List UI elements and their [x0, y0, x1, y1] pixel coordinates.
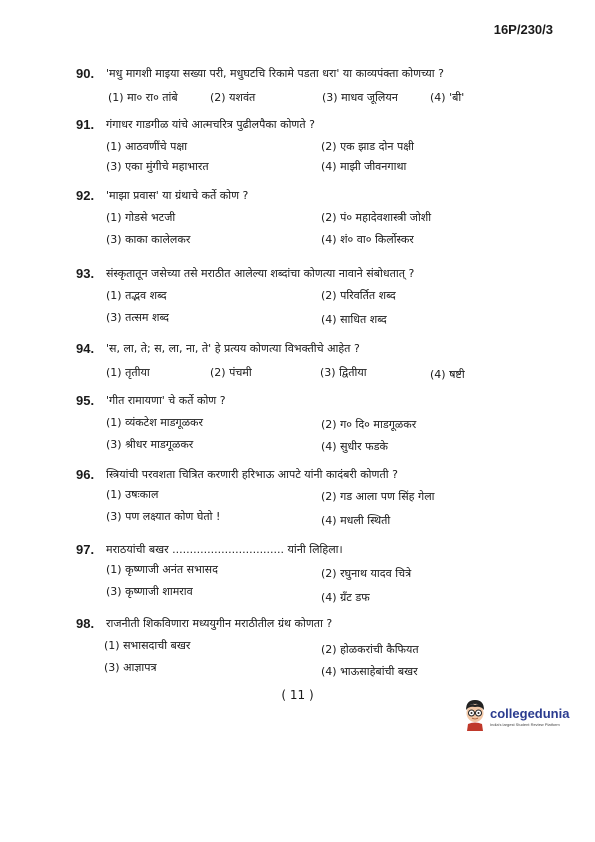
- option-1: (1) गोडसे भटजी: [106, 211, 176, 224]
- option-3: (3) काका कालेलकर: [106, 233, 191, 246]
- option-1: (1) आठवणींचे पक्षा: [106, 140, 188, 153]
- option-3: (3) श्रीधर माडगूळकर: [106, 438, 194, 451]
- question-text: 'गीत रामायणा' चे कर्ते कोण ?: [106, 394, 226, 407]
- question-number: 98.: [76, 616, 95, 631]
- option-4: (4) मधली स्थिती: [321, 514, 391, 527]
- question-text: 'माझा प्रवास' या ग्रंथाचे कर्ते कोण ?: [106, 189, 249, 202]
- option-2: (2) यशवंत: [210, 91, 256, 104]
- question-text: गंगाधर गाडगीळ यांचे आत्मचरित्र पुढीलपैका कोणते ?: [106, 118, 315, 131]
- option-1: (1) सभासदाची बखर: [104, 639, 191, 652]
- option-4: (4) माझी जीवनगाथा: [321, 160, 407, 173]
- option-2: (2) पं० महादेवशास्त्री जोशी: [321, 211, 432, 224]
- question-text: मराठयांची बखर ................................ यांनी लिहिला।: [106, 543, 343, 556]
- question-text: संस्कृतातून जसेच्या तसे मराठीत आलेल्या शब्दांचा कोणत्या नावाने संबोधतात् ?: [106, 267, 415, 280]
- option-1: (1) तद्भव शब्द: [106, 289, 167, 302]
- option-2: (2) होळकरांची कैफियत: [321, 643, 419, 656]
- option-3: (3) आज्ञापत्र: [104, 661, 157, 674]
- option-3: (3) एका मुंगीचे महाभारत: [106, 160, 209, 173]
- question-number: 96.: [76, 467, 95, 482]
- question-number: 90.: [76, 66, 95, 81]
- option-2: (2) गड आला पण सिंह गेला: [321, 490, 435, 503]
- option-4: (4) षष्टी: [430, 368, 465, 381]
- option-4: (4) सुधीर फडके: [321, 440, 388, 453]
- question-number: 94.: [76, 341, 95, 356]
- option-2: (2) परिवर्तित शब्द: [321, 289, 396, 302]
- option-4: (4) 'बी': [430, 91, 465, 104]
- question-number: 93.: [76, 266, 95, 281]
- question-text: 'स, ला, ते; स, ला, ना, ते' हे प्रत्यय कोणत्या विभक्तीचे आहेत ?: [106, 342, 360, 355]
- option-2: (2) ग० दि० माडगूळकर: [321, 418, 417, 431]
- option-2: (2) पंचमी: [210, 366, 252, 379]
- question-text: 'मधु मागशी माइया सख्या परी, मधुघटचि रिकामे पडता धरा' या काव्यपंक्ता कोणच्या ?: [106, 67, 444, 80]
- option-1: (1) उषःकाल: [106, 488, 159, 501]
- option-4: (4) शं० वा० किर्लोस्कर: [321, 233, 414, 246]
- question-number: 97.: [76, 542, 95, 557]
- paper-code: 16P/230/3: [493, 22, 553, 37]
- option-2: (2) एक झाड दोन पक्षी: [321, 140, 414, 153]
- option-2: (2) रघुनाथ यादव चित्रे: [321, 567, 412, 580]
- page-number: ( 11 ): [281, 688, 314, 702]
- brand-name: collegedunia: [490, 706, 570, 721]
- option-1: (1) व्यंकटेश माडगूळकर: [106, 416, 204, 429]
- option-1: (1) तृतीया: [106, 366, 150, 379]
- option-4: (4) भाऊसाहेबांची बखर: [321, 665, 418, 678]
- mascot-icon: [461, 697, 489, 731]
- collegedunia-watermark: [461, 697, 573, 733]
- question-number: 91.: [76, 117, 95, 132]
- question-text: स्त्रियांची परवशता चित्रित करणारी हरिभाऊ आपटे यांनी कादंबरी कोणती ?: [106, 468, 398, 481]
- option-1: (1) मा० रा० तांबे: [108, 91, 178, 104]
- option-3: (3) पण लक्ष्यात कोण घेतो !: [106, 510, 221, 523]
- option-3: (3) कृष्णाजी शामराव: [106, 585, 193, 598]
- question-number: 95.: [76, 393, 95, 408]
- option-3: (3) द्वितीया: [320, 366, 367, 379]
- option-4: (4) साधित शब्द: [321, 313, 387, 326]
- question-text: राजनीती शिकविणारा मध्ययुगीन मराठीतील ग्रंथ कोणता ?: [106, 617, 333, 630]
- question-number: 92.: [76, 188, 95, 203]
- option-1: (1) कृष्णाजी अनंत सभासद: [106, 563, 218, 576]
- option-3: (3) माधव जूलियन: [322, 91, 398, 104]
- option-4: (4) ग्रँट डफ: [321, 591, 370, 604]
- brand-tagline: India's largest Student Review Platform: [490, 722, 560, 727]
- option-3: (3) तत्सम शब्द: [106, 311, 169, 324]
